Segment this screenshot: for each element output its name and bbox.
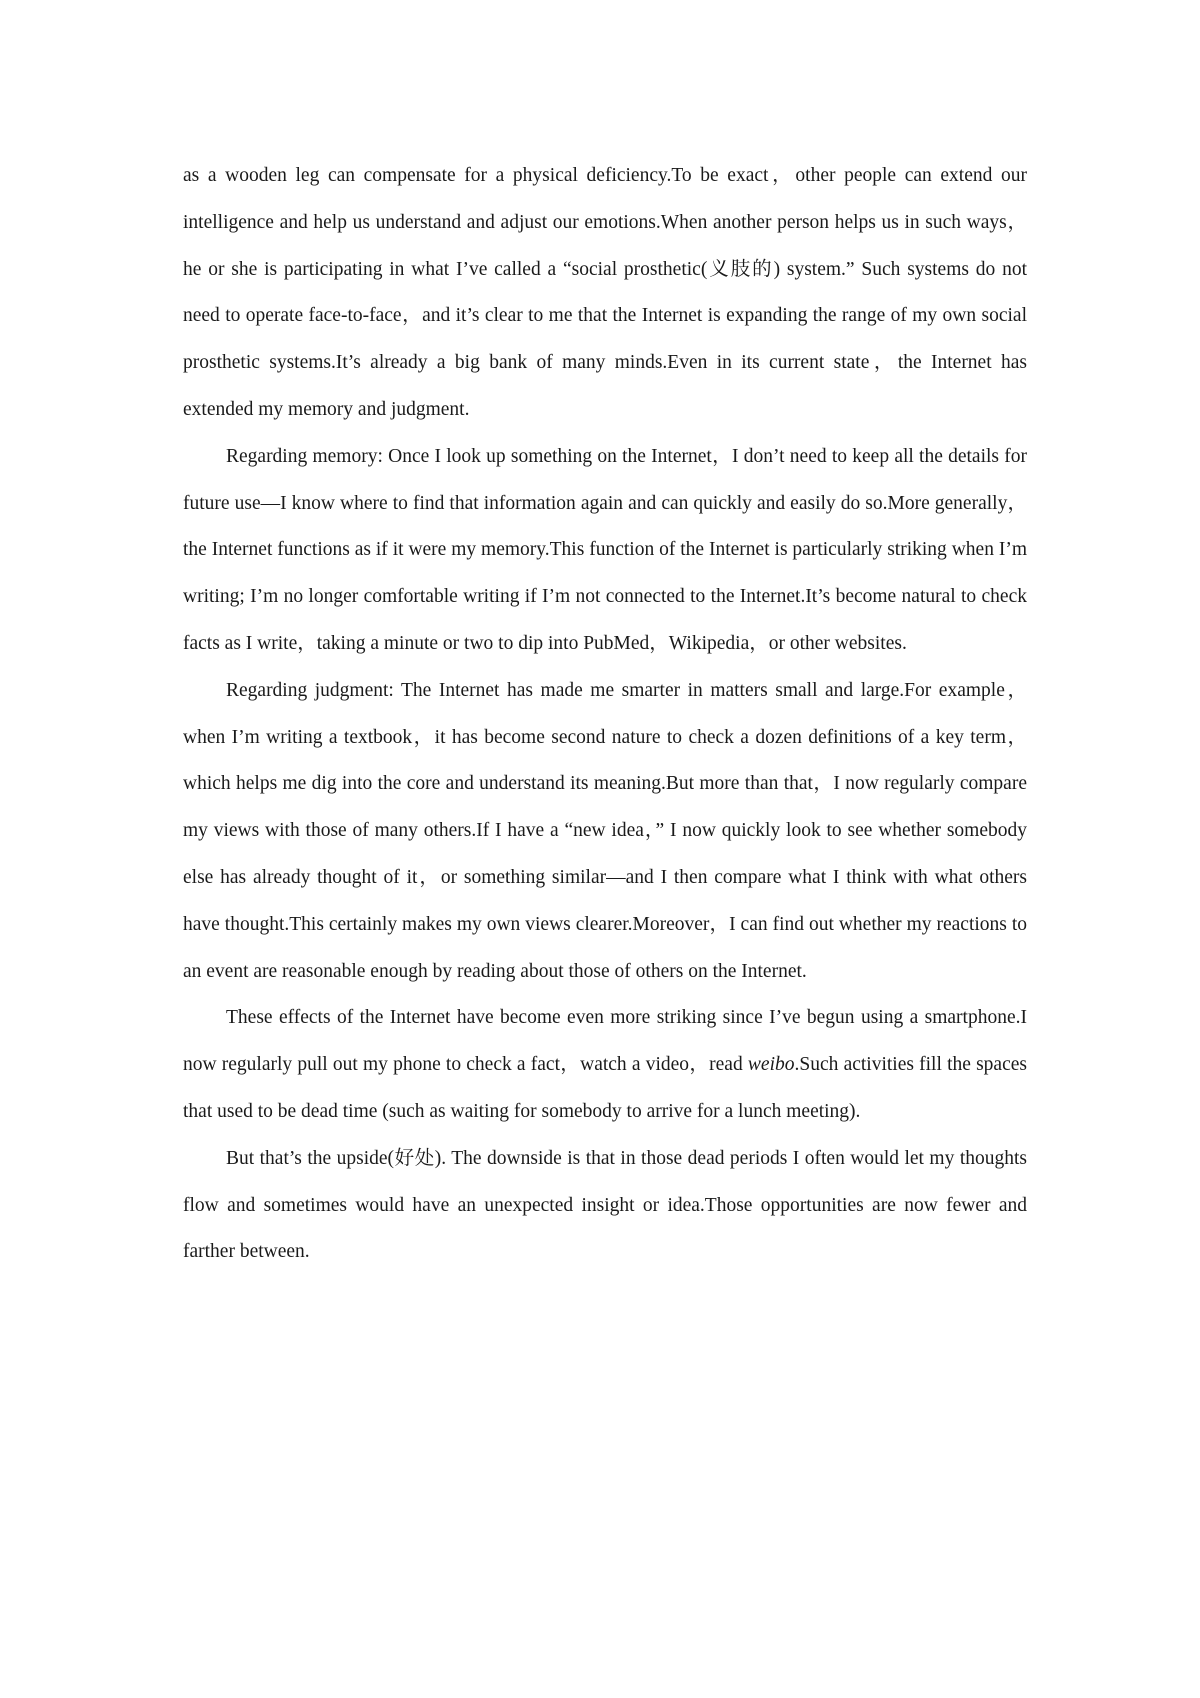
paragraph-5 <box>183 1136 1027 1276</box>
paragraph-3 <box>183 668 1027 996</box>
paragraph-2-text: Regarding memory: Once I look up something on the Internet，I don’t need to keep all the details for future use—I know where to find that information again and can quickly and easily do so.More generally，the Internet functions as if it were my memory.This function of the Internet is particularly striking when I’m writing; I’m no longer comfortable writing if I’m not connected to the Internet.It’s become natural to check facts as I write，taking a minute or two to dip into PubMed，Wikipedia，or other websites. <box>183 445 1027 654</box>
paragraph-5-text: But that’s the upside(好处). The downside is that in those dead periods I often would let my thoughts flow and sometimes would have an unexpected insight or idea.Those opportunities are now fewer and farther between. <box>183 1147 1027 1263</box>
paragraph-4 <box>183 995 1027 1135</box>
paragraph-4-text-start: These effects of the Internet have become even more striking since I’ve begun using a smartphone.I now regularly pull out my phone to check a fact，watch a video，read <box>183 1007 1027 1076</box>
paragraph-4-text-end: .Such activities fill the spaces that used to be dead time (such as waiting for somebody to arrive for a lunch meeting). <box>183 1054 1027 1122</box>
paragraph-3-text: Regarding judgment: The Internet has made me smarter in matters small and large.For example，when I’m writing a textbook，it has become second nature to check a dozen definitions of a key term，which helps me dig into the core and understand its meaning.But more than that，I now regularly compare my views with those of many others.If I have a “new idea，” I now quickly look to see whether somebody else has already thought of it，or something similar—and I then compare what I think with what others have thought.This certainly makes my own views clearer.Moreover，I can find out whether my reactions to an event are reasonable enough by reading about those of others on the Internet. <box>183 679 1027 982</box>
paragraph-1-text: as a wooden leg can compensate for a physical deficiency.To be exact，other people can extend our intelligence and help us understand and adjust our emotions.When another person helps us in such ways，he or she is participating in what I’ve called a “social prosthetic(义肢的) system.” Such systems do not need to operate face-to-face，and it’s clear to me that the Internet is expanding the range of my own social prosthetic systems.It’s already a big bank of many minds.Even in its current state，the Internet has extended my memory and judgment. <box>183 165 1027 420</box>
paragraph-4-italic-term: weibo <box>747 1054 795 1076</box>
article-body <box>183 153 1027 1276</box>
paragraph-1 <box>183 153 1027 434</box>
paragraph-2 <box>183 434 1027 668</box>
